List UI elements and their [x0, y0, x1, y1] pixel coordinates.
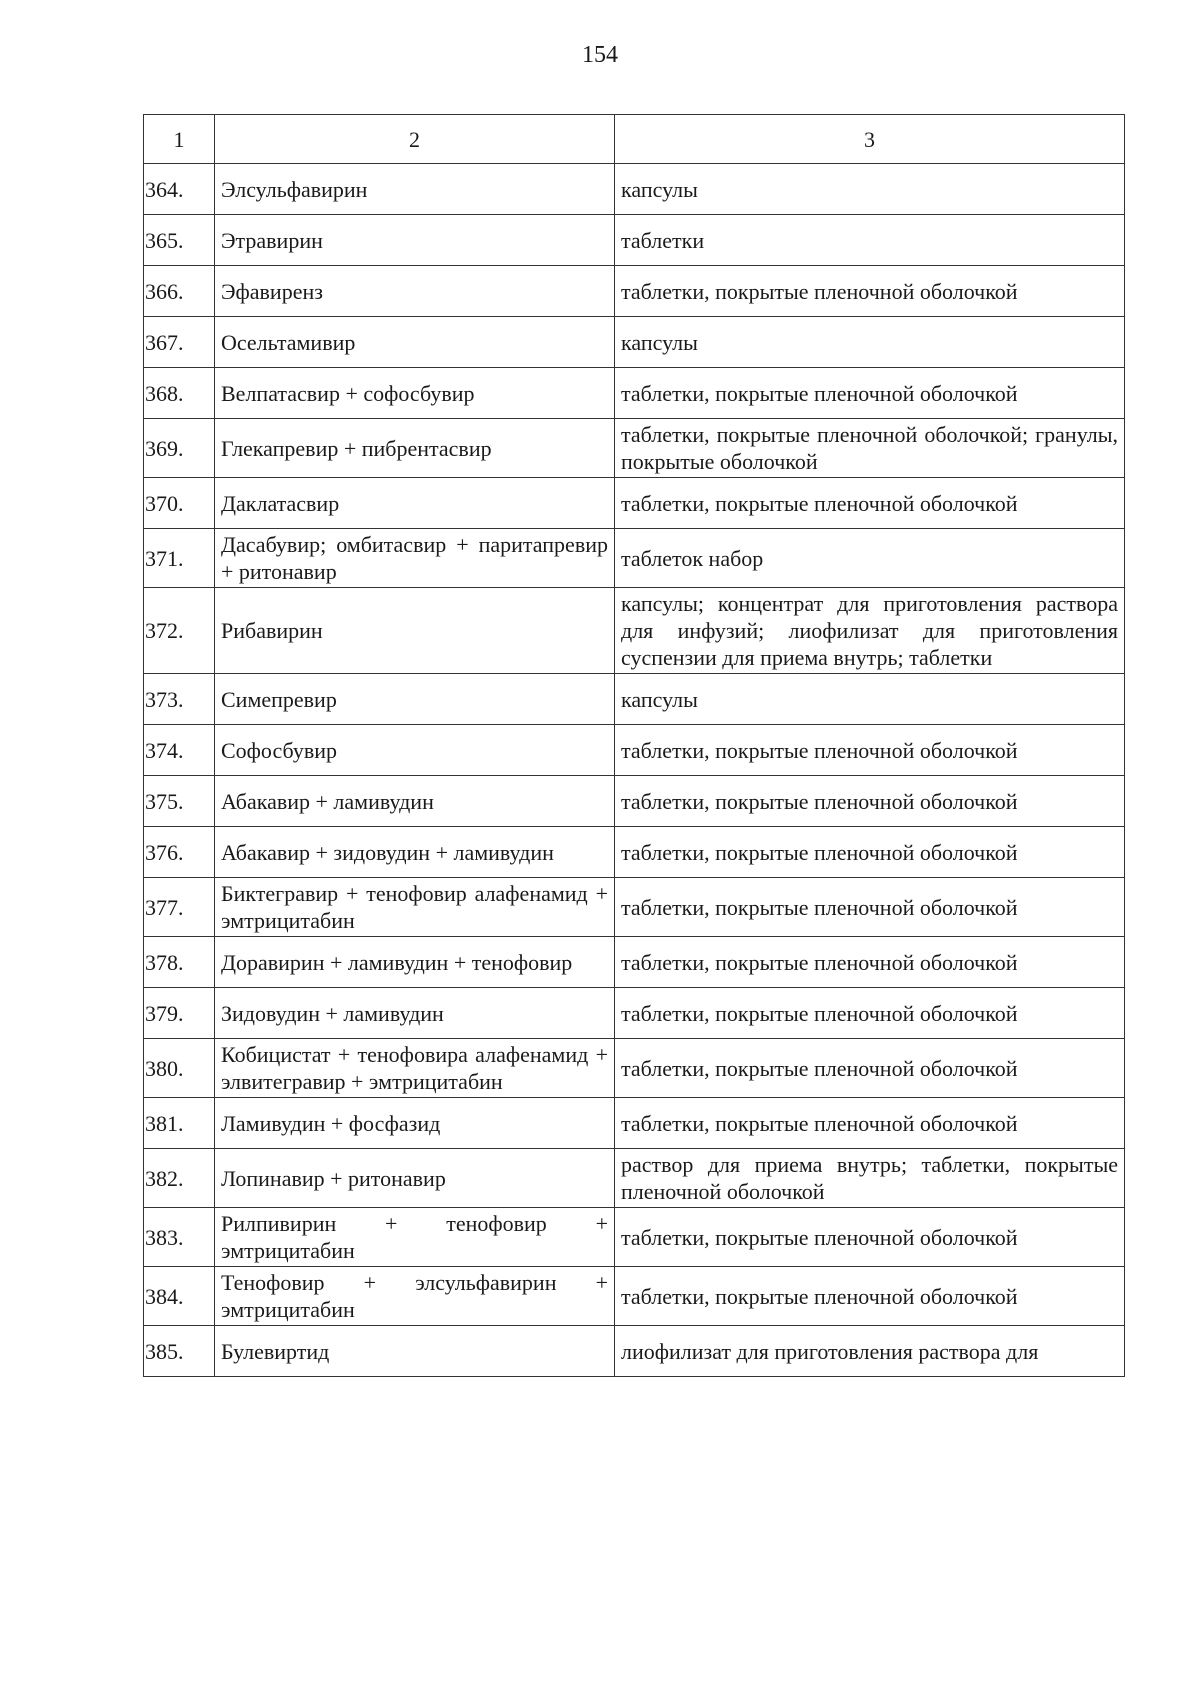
drug-name: Велпатасвир + софосбувир	[215, 368, 615, 419]
table-row	[144, 827, 1125, 878]
drug-name: Глекапревир + пибрентасвир	[215, 419, 615, 478]
dosage-form: таблетки, покрытые пленочной оболочкой	[615, 776, 1125, 827]
dosage-form: таблетки, покрытые пленочной оболочкой	[615, 1267, 1125, 1326]
table-row	[144, 1149, 1125, 1208]
row-number: 376.	[144, 827, 215, 878]
drug-name: Элсульфавирин	[215, 164, 615, 215]
table-row	[144, 266, 1125, 317]
drug-name: Дасабувир; омбитасвир + паритапревир + ритонавир	[215, 529, 615, 588]
row-number: 380.	[144, 1039, 215, 1098]
table-row	[144, 674, 1125, 725]
table-row	[144, 1326, 1125, 1377]
row-number: 368.	[144, 368, 215, 419]
dosage-form: капсулы	[615, 317, 1125, 368]
column-header-number: 1	[144, 115, 215, 164]
row-number: 378.	[144, 937, 215, 988]
dosage-form: капсулы	[615, 674, 1125, 725]
row-number: 381.	[144, 1098, 215, 1149]
drug-name: Зидовудин + ламивудин	[215, 988, 615, 1039]
table-row	[144, 529, 1125, 588]
drug-name: Осельтамивир	[215, 317, 615, 368]
row-number: 364.	[144, 164, 215, 215]
row-number: 375.	[144, 776, 215, 827]
drug-name: Лопинавир + ритонавир	[215, 1149, 615, 1208]
drug-name: Эфавиренз	[215, 266, 615, 317]
row-number: 373.	[144, 674, 215, 725]
row-number: 379.	[144, 988, 215, 1039]
drug-name: Булевиртид	[215, 1326, 615, 1377]
row-number: 383.	[144, 1208, 215, 1267]
drug-table	[143, 114, 1125, 1377]
dosage-form: таблетки	[615, 215, 1125, 266]
table-row	[144, 317, 1125, 368]
row-number: 385.	[144, 1326, 215, 1377]
table-row	[144, 725, 1125, 776]
table-row	[144, 164, 1125, 215]
dosage-form: капсулы; концентрат для приготовления раствора для инфузий; лиофилизат для приготовления суспензии для приема внутрь; таблетки	[615, 588, 1125, 674]
drug-name: Этравирин	[215, 215, 615, 266]
column-header-name: 2	[215, 115, 615, 164]
column-header-form: 3	[615, 115, 1125, 164]
table-row	[144, 878, 1125, 937]
dosage-form: таблетки, покрытые пленочной оболочкой	[615, 1039, 1125, 1098]
drug-name: Ламивудин + фосфазид	[215, 1098, 615, 1149]
row-number: 371.	[144, 529, 215, 588]
dosage-form: таблетки, покрытые пленочной оболочкой	[615, 988, 1125, 1039]
table-body	[144, 164, 1125, 1377]
row-number: 382.	[144, 1149, 215, 1208]
dosage-form: таблетки, покрытые пленочной оболочкой	[615, 1098, 1125, 1149]
drug-name: Даклатасвир	[215, 478, 615, 529]
dosage-form: таблетки, покрытые пленочной оболочкой	[615, 1208, 1125, 1267]
table-row	[144, 988, 1125, 1039]
dosage-form: таблетки, покрытые пленочной оболочкой	[615, 266, 1125, 317]
drug-name: Доравирин + ламивудин + тенофовир	[215, 937, 615, 988]
dosage-form: таблетки, покрытые пленочной оболочкой	[615, 725, 1125, 776]
drug-name: Тенофовир + элсульфавирин + эмтрицитабин	[215, 1267, 615, 1326]
row-number: 367.	[144, 317, 215, 368]
table-row	[144, 776, 1125, 827]
dosage-form: таблетки, покрытые пленочной оболочкой	[615, 827, 1125, 878]
dosage-form: раствор для приема внутрь; таблетки, покрытые пленочной оболочкой	[615, 1149, 1125, 1208]
drug-name: Рибавирин	[215, 588, 615, 674]
dosage-form: лиофилизат для приготовления раствора для	[615, 1326, 1125, 1377]
row-number: 374.	[144, 725, 215, 776]
table-row	[144, 1267, 1125, 1326]
row-number: 372.	[144, 588, 215, 674]
dosage-form: таблеток набор	[615, 529, 1125, 588]
table-row	[144, 215, 1125, 266]
table-row	[144, 419, 1125, 478]
row-number: 370.	[144, 478, 215, 529]
page-number: 154	[582, 42, 618, 68]
row-number: 384.	[144, 1267, 215, 1326]
table-row	[144, 368, 1125, 419]
drug-name: Абакавир + ламивудин	[215, 776, 615, 827]
dosage-form: таблетки, покрытые пленочной оболочкой	[615, 878, 1125, 937]
dosage-form: таблетки, покрытые пленочной оболочкой	[615, 368, 1125, 419]
table-row	[144, 1208, 1125, 1267]
drug-name: Абакавир + зидовудин + ламивудин	[215, 827, 615, 878]
drug-name: Кобицистат + тенофовира алафенамид + элвитегравир + эмтрицитабин	[215, 1039, 615, 1098]
table-row	[144, 1098, 1125, 1149]
drug-name: Софосбувир	[215, 725, 615, 776]
table-row	[144, 1039, 1125, 1098]
row-number: 365.	[144, 215, 215, 266]
dosage-form: таблетки, покрытые пленочной оболочкой	[615, 478, 1125, 529]
drug-name: Рилпивирин + тенофовир + эмтрицитабин	[215, 1208, 615, 1267]
dosage-form: таблетки, покрытые пленочной оболочкой; гранулы, покрытые оболочкой	[615, 419, 1125, 478]
row-number: 369.	[144, 419, 215, 478]
drug-name: Биктегравир + тенофовир алафенамид + эмтрицитабин	[215, 878, 615, 937]
table-row	[144, 937, 1125, 988]
row-number: 366.	[144, 266, 215, 317]
table-row	[144, 478, 1125, 529]
table-header-row	[144, 115, 1125, 164]
table-row	[144, 588, 1125, 674]
drug-name: Симепревир	[215, 674, 615, 725]
dosage-form: таблетки, покрытые пленочной оболочкой	[615, 937, 1125, 988]
dosage-form: капсулы	[615, 164, 1125, 215]
row-number: 377.	[144, 878, 215, 937]
